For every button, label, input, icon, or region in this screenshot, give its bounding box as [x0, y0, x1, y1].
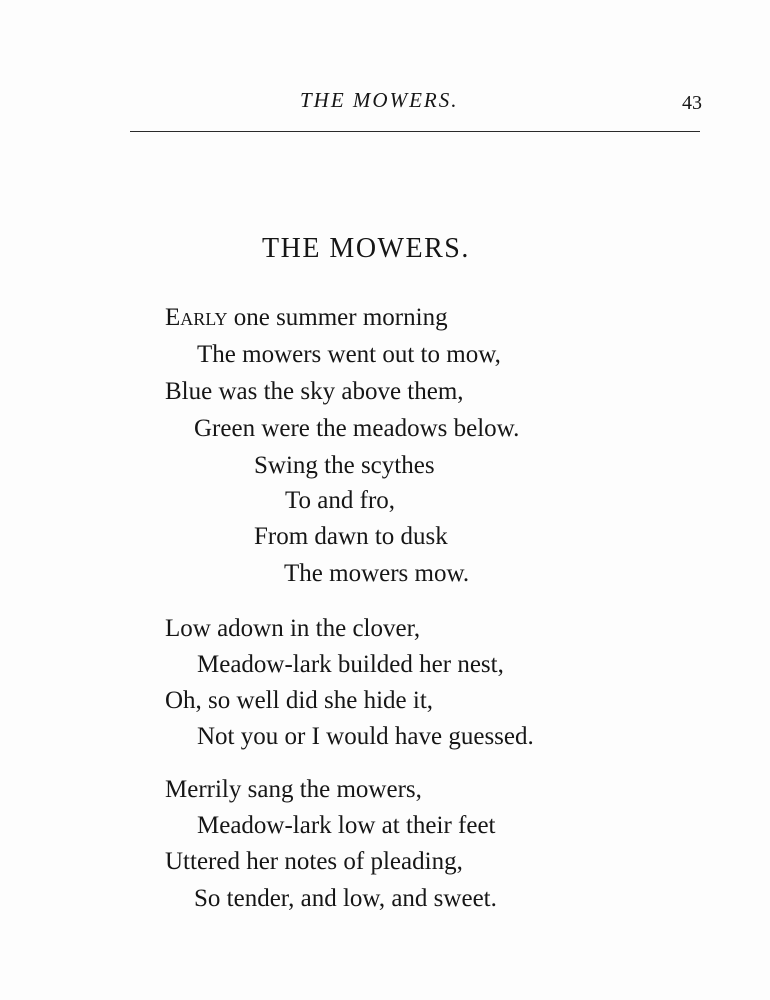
- poem-line: Not you or I would have guessed.: [197, 723, 534, 750]
- poem-line: Merrily sang the mowers,: [165, 776, 422, 803]
- poem-line: Meadow-lark builded her nest,: [197, 651, 504, 678]
- page-number: 43: [682, 92, 702, 114]
- poem-line: To and fro,: [285, 487, 396, 514]
- poem-line: [165, 303, 448, 333]
- poem-line: The mowers mow.: [284, 560, 470, 587]
- poem-title: THE MOWERS.: [262, 233, 470, 264]
- poem-line: Uttered her notes of pleading,: [165, 848, 463, 875]
- poem-line: Low adown in the clover,: [165, 615, 421, 642]
- poem-line: From dawn to dusk: [254, 523, 448, 550]
- header-divider: [130, 131, 700, 132]
- poem-line: Blue was the sky above them,: [165, 378, 464, 405]
- line-text: one summer morning: [227, 304, 448, 331]
- poem-line: The mowers went out to mow,: [197, 341, 501, 368]
- poem-line: Swing the scythes: [254, 452, 435, 479]
- opening-word: Early: [165, 304, 228, 331]
- poem-line: Green were the meadows below.: [194, 415, 520, 442]
- poem-line: Oh, so well did she hide it,: [165, 687, 434, 714]
- poem-line: Meadow-lark low at their feet: [197, 812, 496, 839]
- poem-line: So tender, and low, and sweet.: [194, 885, 497, 912]
- running-head-title: THE MOWERS.: [300, 88, 459, 112]
